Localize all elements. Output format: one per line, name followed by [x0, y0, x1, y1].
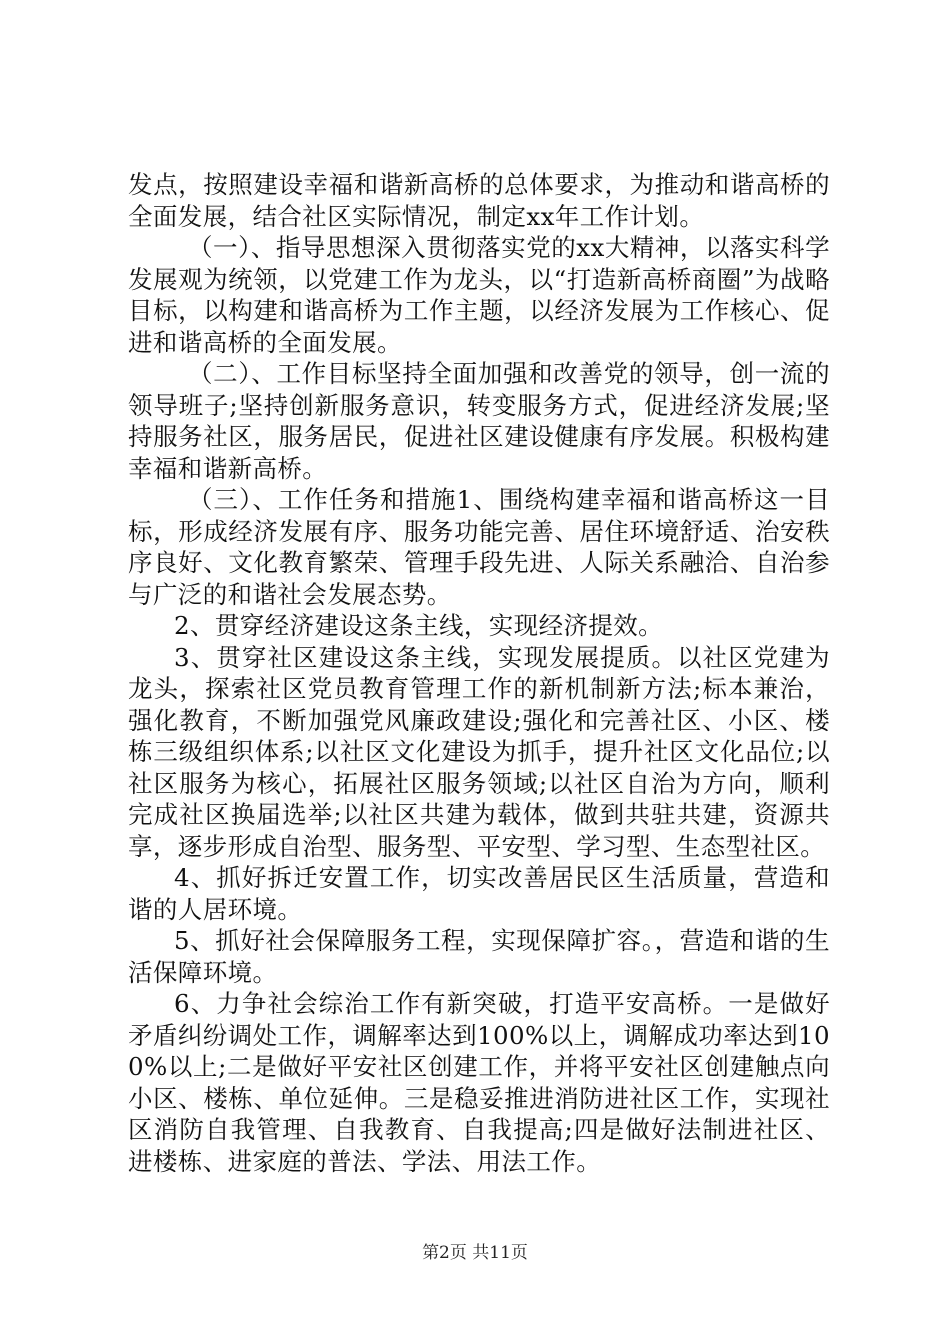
paragraph-intro-continued: 发点，按照建设幸福和谐新高桥的总体要求，为推动和谐高桥的全面发展，结合社区实际情况，制定xx年工作计划。: [128, 170, 830, 231]
paragraph-item-5: 5、抓好社会保障服务工程，实现保障扩容。，营造和谐的生活保障环境。: [128, 926, 830, 987]
paragraph-work-goals: （二）、工作目标坚持全面加强和改善党的领导，创一流的领导班子;坚持创新服务意识，转变服务方式，促进经济发展;坚持服务社区，服务居民，促进社区建设健康有序发展。积极构建幸福和谐新高桥。: [128, 359, 830, 483]
page-number-footer: 第2页 共11页: [422, 1243, 528, 1263]
paragraph-tasks-and-measures: （三）、工作任务和措施1、围绕构建幸福和谐高桥这一目标，形成经济发展有序、服务功能完善、居住环境舒适、治安秩序良好、文化教育繁荣、管理手段先进、人际关系融洽、自治参与广泛的和谐社会发展态势。: [128, 485, 830, 609]
paragraph-item-3: 3、贯穿社区建设这条主线，实现发展提质。以社区党建为龙头，探索社区党员教育管理工作的新机制新方法;标本兼治，强化教育，不断加强党风廉政建设;强化和完善社区、小区、楼栋三级组织体系;以社区文化建设为抓手，提升社区文化品位;以社区服务为核心，拓展社区服务领域;以社区自治为方向，顺利完成社区换届选举;以社区共建为载体，做到共驻共建，资源共享，逐步形成自治型、服务型、平安型、学习型、生态型社区。: [128, 642, 830, 861]
document-body: [128, 169, 830, 1177]
paragraph-guiding-ideology: （一）、指导思想深入贯彻落实党的xx大精神，以落实科学发展观为统领，以党建工作为龙头，以“打造新高桥商圈”为战略目标，以构建和谐高桥为工作主题，以经济发展为工作核心、促进和谐高桥的全面发展。: [128, 233, 830, 357]
paragraph-item-4: 4、抓好拆迁安置工作，切实改善居民区生活质量，营造和谐的人居环境。: [128, 863, 830, 924]
paragraph-item-2: 2、贯穿经济建设这条主线，实现经济提效。: [174, 611, 664, 640]
paragraph-item-6: 6、力争社会综治工作有新突破，打造平安高桥。一是做好矛盾纠纷调处工作，调解率达到100%以上，调解成功率达到100%以上;二是做好平安社区创建工作，并将平安社区创建触点向小区、楼栋、单位延伸。三是稳妥推进消防进社区工作，实现社区消防自我管理、自我教育、自我提高;四是做好法制进社区、进楼栋、进家庭的普法、学法、用法工作。: [128, 989, 830, 1176]
